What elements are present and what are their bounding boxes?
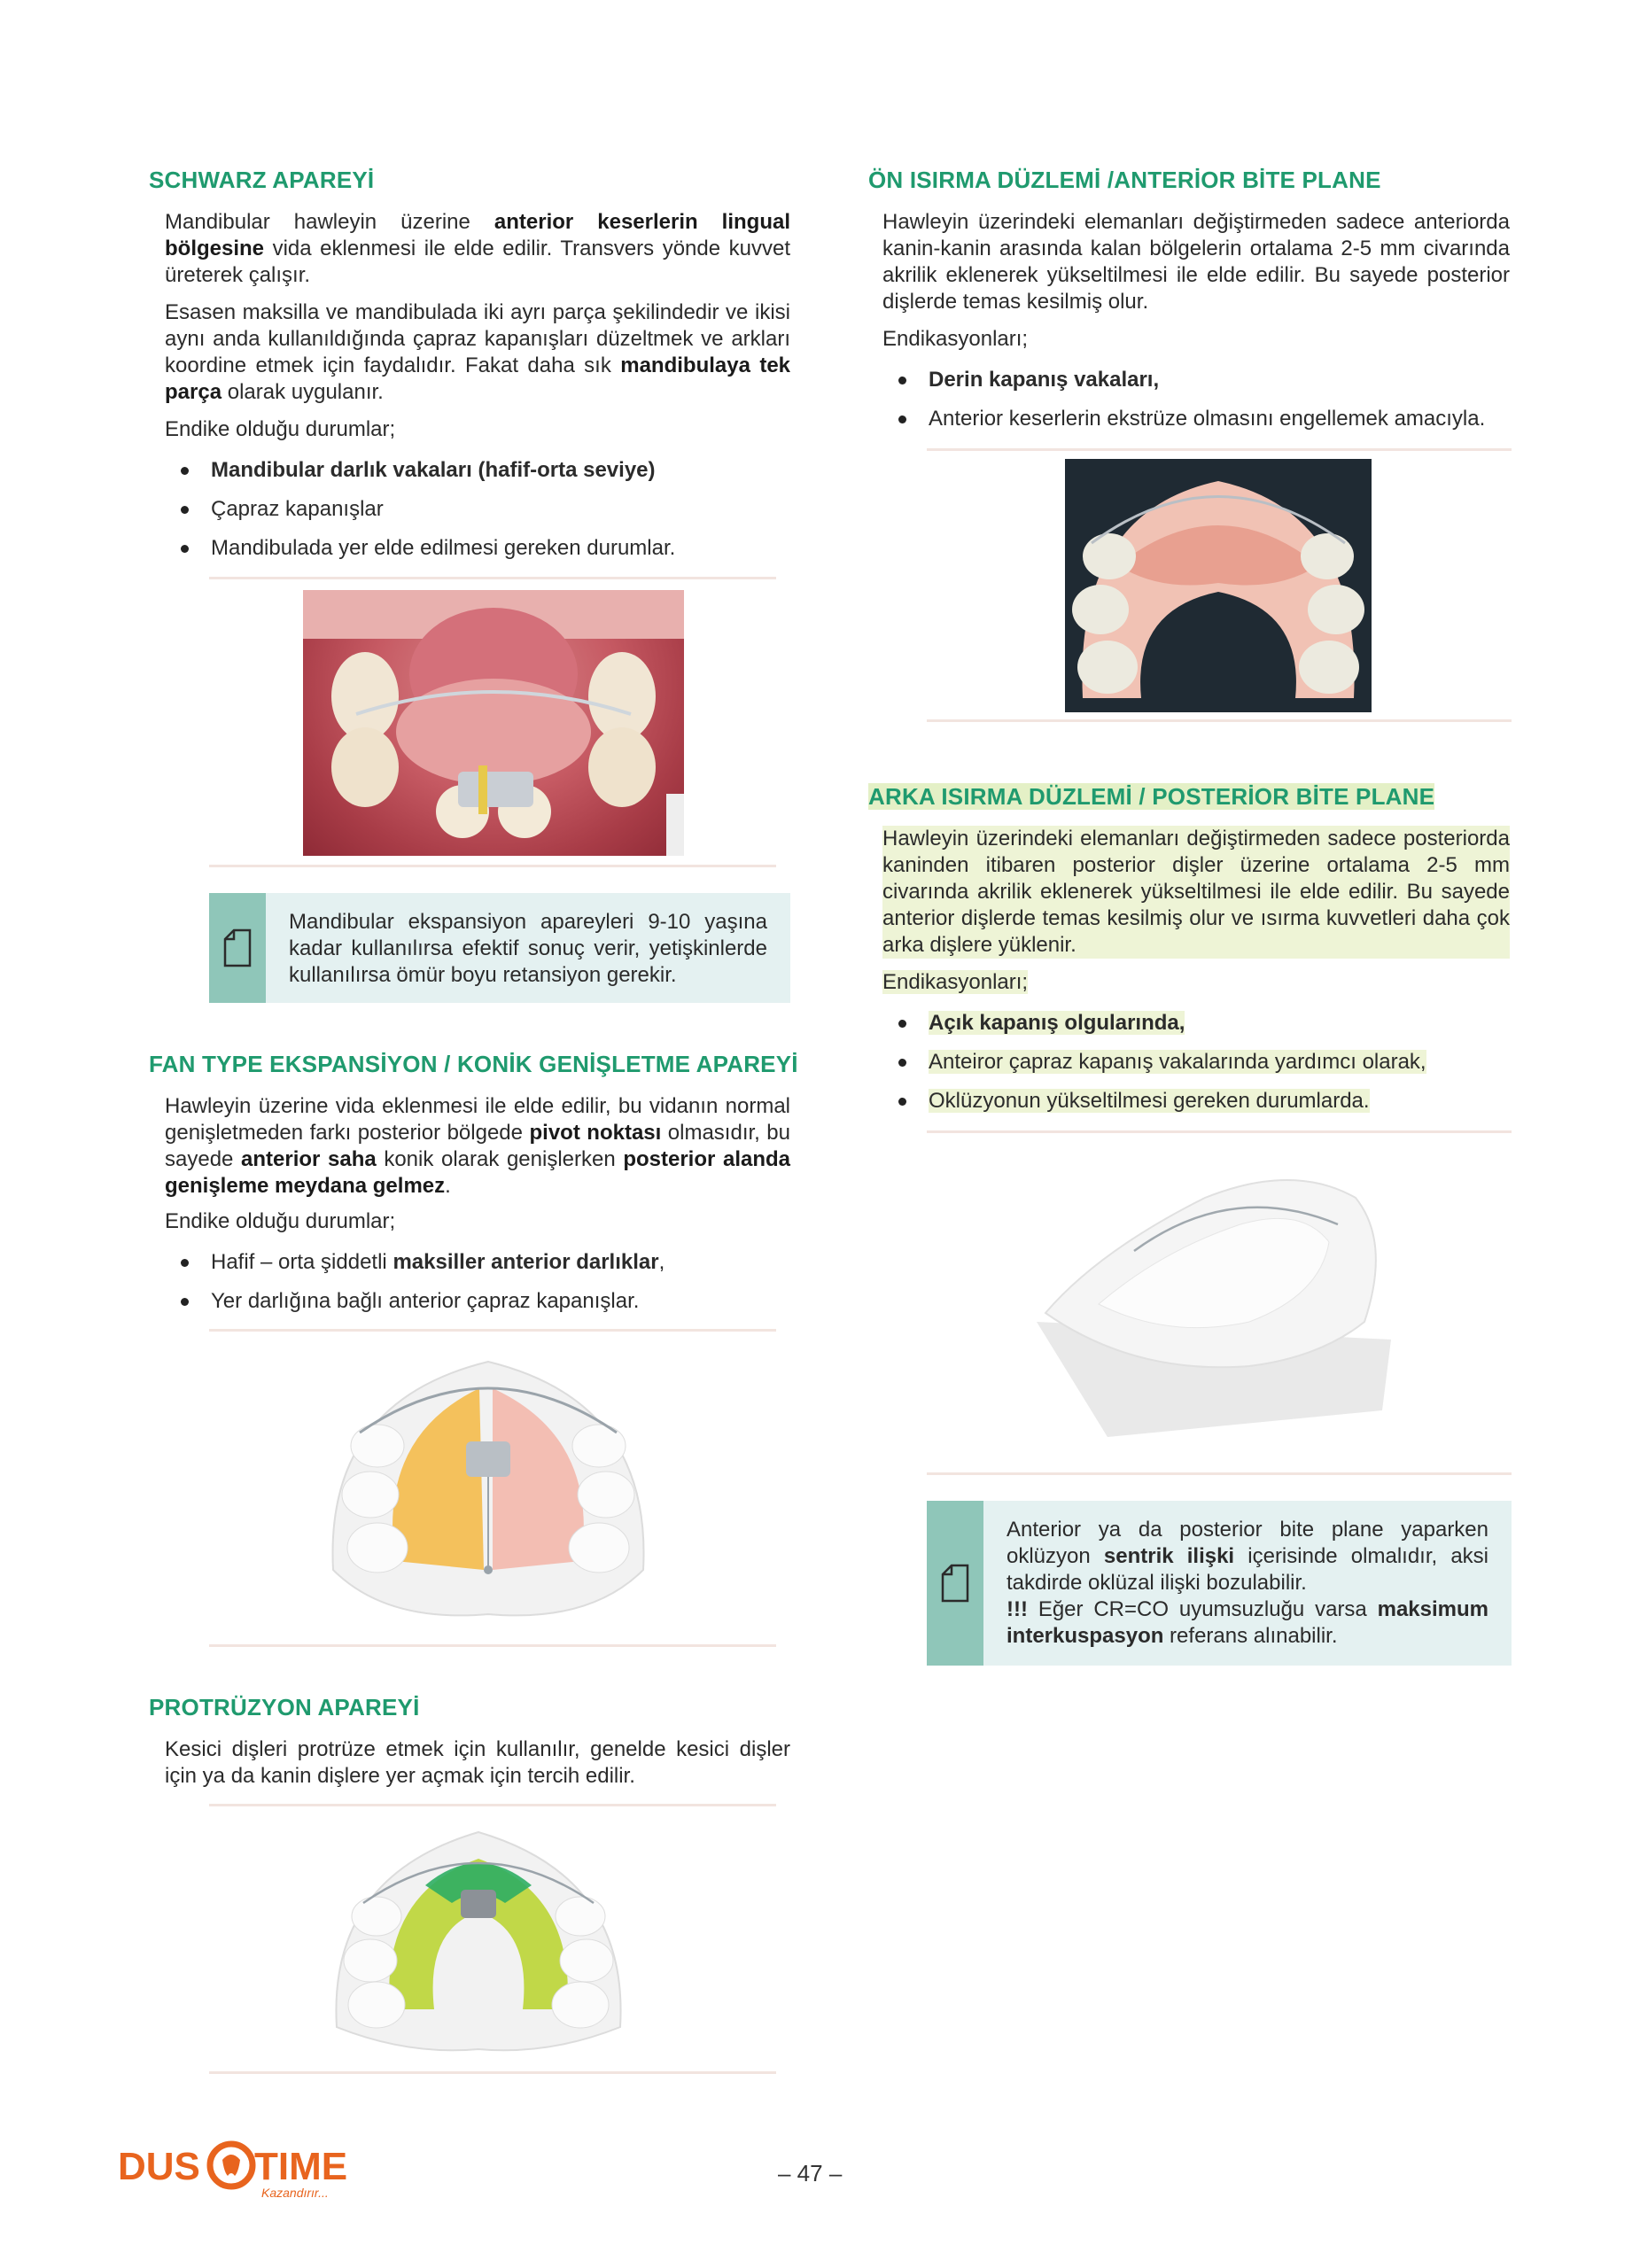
list-item <box>165 1249 803 1288</box>
text: Esasen maksilla ve mandibulada iki ayrı parça şekilindedir ve ikisi aynı anda kullanıldığında çapraz kapanışları düzeltmek ve arkları koordine etmek için faydalıdır. Fakat daha sık <box>165 300 790 377</box>
dustime-logo <box>118 2137 348 2212</box>
text: Çapraz kapanışlar <box>211 497 384 521</box>
divider <box>927 1130 1512 1133</box>
divider <box>209 865 776 867</box>
protruzyon-appliance-photo <box>328 1823 629 2062</box>
text: Mandibulada yer elde edilmesi gereken durumlar. <box>211 536 676 560</box>
bold-text: posterior alanda genişleme meydana gelmez <box>165 1147 790 1198</box>
posterior-bite-paragraph: Hawleyin üzerindeki elemanları değiştirmeden sadece posteriorda kaninden itibaren posterior dişler üzerine ortalama 2-5 mm civarında akrilik eklenerek yükseltilmesi ile elde edilir. Bu sayede anterior dişlerde temas kesilmiş olur ve ısırma kuvvetleri daha çok arka dişlere yüklenir. <box>882 827 1510 957</box>
text: olarak uygulanır. <box>222 380 384 404</box>
logo-text-left: DUS <box>118 2145 200 2188</box>
fan-indication-label: Endike olduğu durumlar; <box>165 1209 396 1233</box>
list-item <box>882 1049 1520 1088</box>
text: Anteiror çapraz kapanış vakalarında yardımcı olarak, <box>929 1050 1426 1074</box>
note-text <box>1007 1517 1488 1650</box>
divider <box>209 1804 776 1806</box>
note-tab <box>209 893 266 1003</box>
fan-bullet-list <box>165 1249 803 1327</box>
text: vida eklenmesi ile elde edilir. Transvers yönde kuvvet üreterek çalışır. <box>165 237 790 287</box>
heading-text: ARKA ISIRMA DÜZLEMİ / POSTERİOR BİTE PLANE <box>868 783 1435 810</box>
bold-text: anterior keserlerin lingual bölgesine <box>165 210 790 260</box>
text: Mandibular hawleyin üzerine <box>165 210 494 234</box>
text: Anterior keserlerin ekstrüze olmasını engellemek amacıyla. <box>929 407 1486 431</box>
list-item <box>165 535 803 574</box>
posterior-bite-photo <box>1028 1145 1400 1446</box>
schwarz-bullet-list <box>165 457 803 574</box>
schwarz-paragraph-2 <box>165 299 790 406</box>
text: Hafif – orta şiddetli <box>211 1250 393 1274</box>
page-number: – 47 – <box>778 2160 843 2186</box>
bold-text: sentrik ilişki <box>1103 1544 1235 1568</box>
anterior-bullet-list <box>882 367 1520 445</box>
bold-text: anterior saha <box>241 1147 377 1171</box>
list-item <box>882 1088 1520 1127</box>
note-box <box>209 893 790 1003</box>
fan-paragraph <box>165 1093 790 1200</box>
text: Yer darlığına bağlı anterior çapraz kapanışlar. <box>211 1289 640 1313</box>
logo-text-right: TIME <box>254 2145 348 2188</box>
anterior-bite-photo <box>1065 459 1372 712</box>
note-icon <box>222 928 253 967</box>
text: Endikasyonları; <box>882 970 1029 994</box>
list-item <box>165 496 803 535</box>
anterior-bite-paragraph: Hawleyin üzerindeki elemanları değiştirmeden sadece anteriorda kanin-kanin arasında kalan bölgelerin ortalama 2-5 mm civarında akrilik eklenerek yükseltilmesi ile elde edilir. Bu sayede posterior dişlerde temas kesilmiş olur. <box>882 210 1510 314</box>
list-item <box>882 367 1520 406</box>
note-tab <box>927 1501 983 1666</box>
schwarz-indication-label: Endike olduğu durumlar; <box>165 417 396 441</box>
divider <box>209 1644 776 1647</box>
divider <box>927 448 1512 451</box>
divider <box>209 1329 776 1332</box>
text: Hawleyin üzerine vida eklenmesi ile elde edilir, bu vidanın normal genişletmeden farkı posterior bölgede <box>165 1094 790 1145</box>
bold-text: Derin kapanış vakaları, <box>929 368 1160 392</box>
list-item <box>882 406 1520 445</box>
anterior-bite-heading: ÖN ISIRMA DÜZLEMİ /ANTERİOR BİTE PLANE <box>868 167 1381 193</box>
text: Oklüzyonun yükseltilmesi gereken durumlarda. <box>929 1089 1370 1113</box>
text: , <box>658 1250 665 1274</box>
bold-text: pivot noktası <box>529 1121 662 1145</box>
bold-text: Mandibular darlık vakaları (hafif-orta seviye) <box>211 458 656 482</box>
list-item <box>882 1010 1520 1049</box>
text: . <box>445 1174 451 1198</box>
divider <box>927 719 1512 722</box>
text: konik olarak genişlerken <box>376 1147 624 1171</box>
fan-appliance-photo <box>324 1348 652 1632</box>
text: Eğer CR=CO uyumsuzluğu varsa <box>1027 1597 1378 1621</box>
anterior-indication-label: Endikasyonları; <box>882 327 1029 351</box>
text: içerisinde olmalıdır, aksi takdirde oklüzal ilişki bozulabilir. <box>1007 1544 1488 1595</box>
logo-tagline: Kazandırır... <box>261 2186 329 2200</box>
bold-text: !!! <box>1007 1597 1028 1621</box>
fan-heading: FAN TYPE EKSPANSİYON / KONİK GENİŞLETME APAREYİ <box>149 1051 798 1077</box>
note-icon <box>939 1564 971 1603</box>
posterior-bite-heading <box>868 783 1434 811</box>
bold-text: maksiller anterior darlıklar <box>393 1250 659 1274</box>
text: referans alınabilir. <box>1163 1624 1338 1648</box>
schwarz-paragraph-1 <box>165 209 790 289</box>
list-item <box>165 457 803 496</box>
schwarz-heading: SCHWARZ APAREYİ <box>149 167 375 193</box>
text: Anterior ya da posterior bite plane yaparken oklüzyon <box>1007 1518 1488 1568</box>
note-box <box>927 1501 1512 1666</box>
protruzyon-paragraph: Kesici dişleri protrüze etmek için kullanılır, genelde kesici dişler için ya da kanin dişlere yer açmak için tercih edilir. <box>165 1737 790 1788</box>
bold-text: maksimum interkuspasyon <box>1007 1597 1488 1648</box>
protruzyon-heading: PROTRÜZYON APAREYİ <box>149 1694 420 1720</box>
bold-text: Açık kapanış olgularında, <box>929 1011 1185 1035</box>
text: olmasıdır, bu sayede <box>165 1121 790 1171</box>
divider <box>927 1472 1512 1475</box>
divider <box>209 2071 776 2074</box>
bold-text: mandibulaya tek parça <box>165 353 791 404</box>
posterior-bullet-list <box>882 1010 1520 1127</box>
note-text: Mandibular ekspansiyon apareyleri 9-10 yaşına kadar kullanılırsa efektif sonuç verir, yetişkinlerde kullanılırsa ömür boyu retansiyon gerekir. <box>289 910 767 987</box>
list-item <box>165 1288 803 1327</box>
schwarz-photo <box>303 590 684 856</box>
divider <box>209 577 776 579</box>
posterior-indication-label <box>882 969 1510 996</box>
